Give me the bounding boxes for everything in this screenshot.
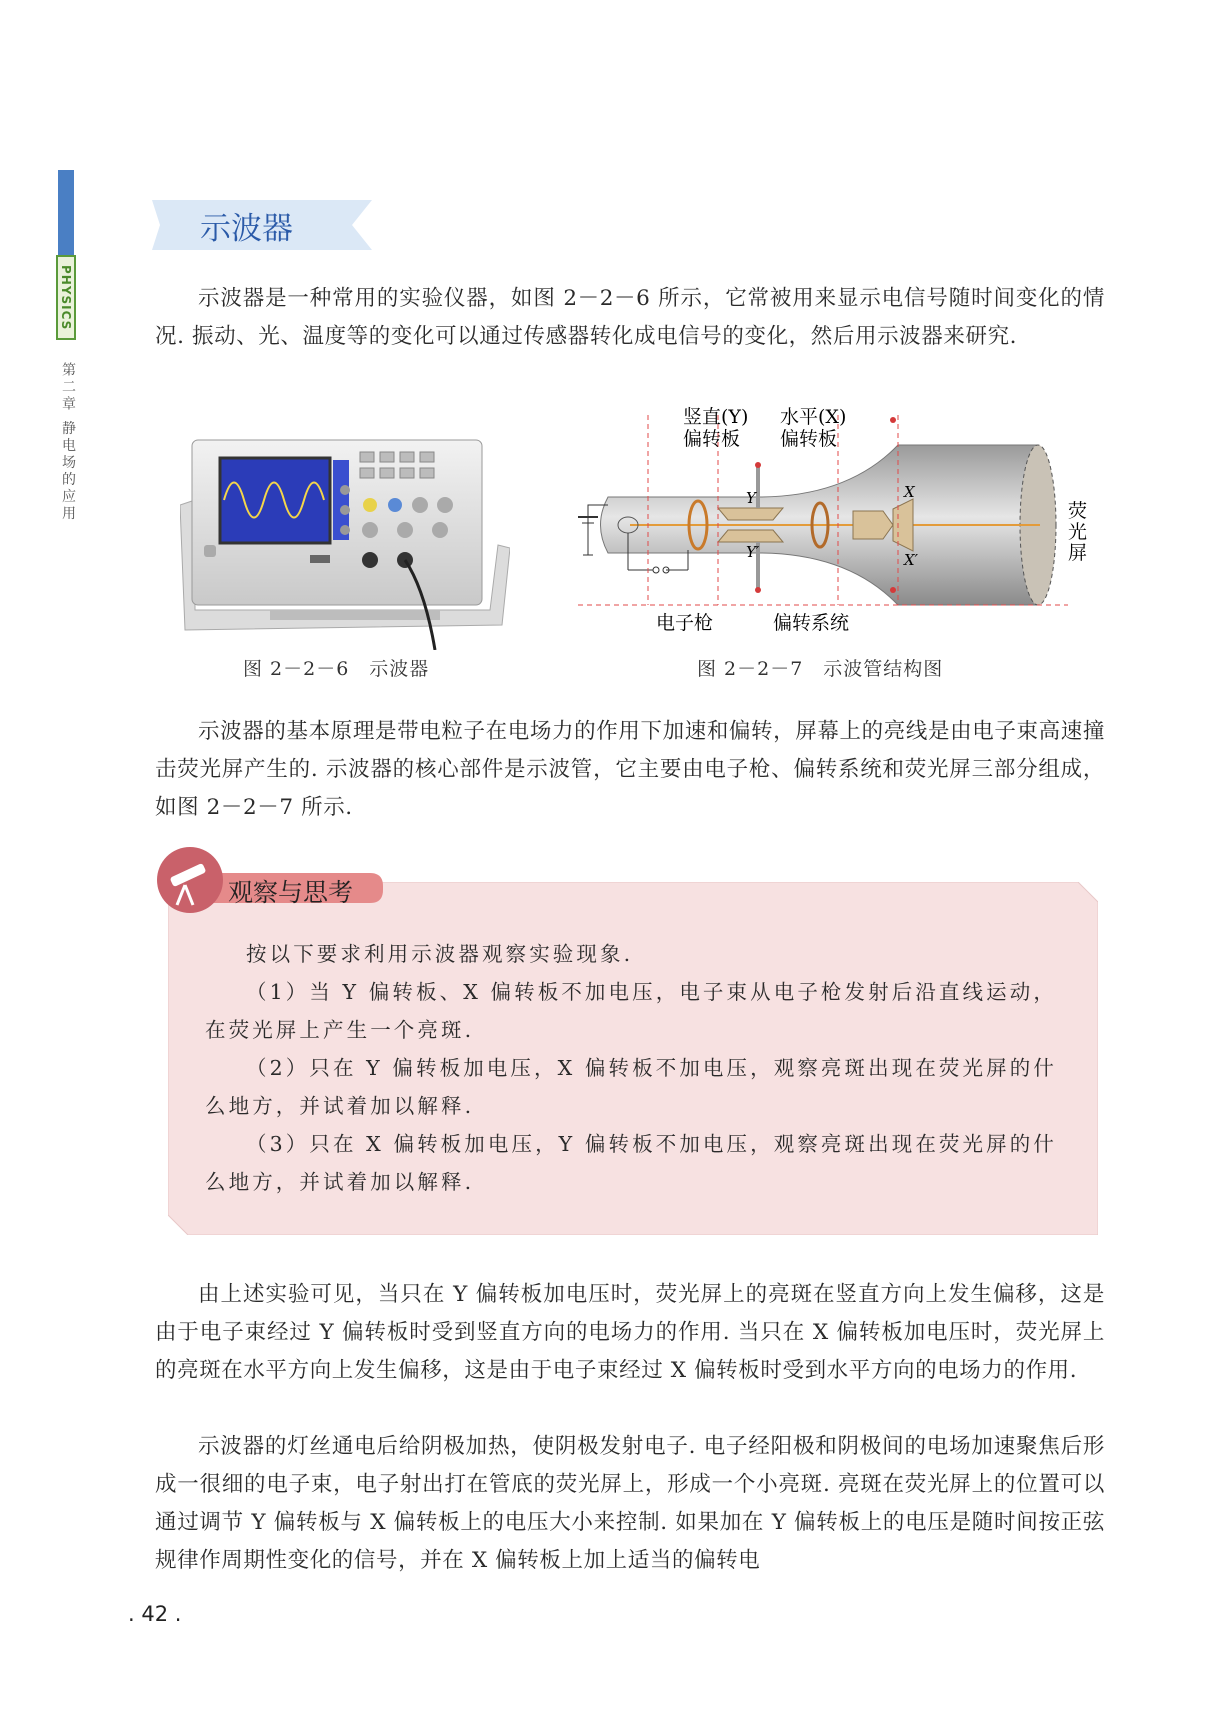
label-screen-char1: 荧 <box>1068 500 1088 522</box>
crt-structure-diagram <box>548 405 1103 645</box>
observe-item-3: （3）只在 X 偏转板加电压，Y 偏转板不加电压，观察亮斑出现在荧光屏的什么地方，并试着加以解释. <box>205 1132 1057 1194</box>
label-electron-gun: 电子枪 <box>656 612 714 634</box>
label-screen-char3: 屏 <box>1068 542 1088 564</box>
figure-caption-oscilloscope: 图 2－2－6 示波器 <box>243 658 430 680</box>
page-number: . 42 . <box>128 1602 182 1626</box>
observe-item-1: （1）当 Y 偏转板、X 偏转板不加电压，电子束从电子枪发射后沿直线运动，在荧光屏上产生一个亮斑. <box>205 980 1057 1042</box>
label-y: Y <box>746 489 756 507</box>
observe-item-2: （2）只在 Y 偏转板加电压，X 偏转板不加电压，观察亮斑出现在荧光屏的什么地方，并试着加以解释. <box>205 1056 1057 1118</box>
label-x-prime: X′ <box>904 551 919 569</box>
operation-paragraph: 示波器的灯丝通电后给阴极加热，使阴极发射电子. 电子经阳极和阴极间的电场加速聚焦后形成一很细的电子束，电子射出打在管底的荧光屏上，形成一个小亮斑. 亮斑在荧光屏上的位置可以通过调节 Y 偏转板与 X 偏转板上的电压大小来控制. 如果加在 Y 偏转板上的电压是随时间按正弦规律作周期性变化的信号，并在 X 偏转板上加上适当的偏转电 <box>155 1434 1105 1573</box>
observe-box-title: 观察与思考 <box>228 878 354 907</box>
label-screen-char2: 光 <box>1068 521 1088 543</box>
label-y-prime: Y′ <box>746 543 760 561</box>
oscilloscope-image <box>180 430 510 650</box>
label-x: X <box>904 483 915 501</box>
label-vertical-plate-line1: 竖直(Y) <box>683 406 749 428</box>
observe-intro: 按以下要求利用示波器观察实验现象. <box>246 942 634 966</box>
intro-paragraph: 示波器是一种常用的实验仪器，如图 2－2－6 所示，它常被用来显示电信号随时间变化的情况. 振动、光、温度等的变化可以通过传感器转化成电信号的变化，然后用示波器来研究. <box>155 286 1105 349</box>
section-heading: 示波器 <box>200 211 293 247</box>
figure-caption-crt: 图 2－2－7 示波管结构图 <box>697 658 944 680</box>
label-deflection-system: 偏转系统 <box>773 612 850 634</box>
label-vertical-plate-line2: 偏转板 <box>683 428 741 450</box>
subject-tab: PHYSICS <box>56 255 76 340</box>
principle-paragraph: 示波器的基本原理是带电粒子在电场力的作用下加速和偏转，屏幕上的亮线是由电子束高速撞击荧光屏产生的. 示波器的核心部件是示波管，它主要由电子枪、偏转系统和荧光屏三部分组成，如图 2－2－7 所示. <box>155 719 1105 820</box>
conclusion-paragraph: 由上述实验可见，当只在 Y 偏转板加电压时，荧光屏上的亮斑在竖直方向上发生偏移，这是由于电子束经过 Y 偏转板时受到竖直方向的电场力的作用. 当只在 X 偏转板加电压时，荧光屏上的亮斑在水平方向上发生偏移，这是由于电子束经过 X 偏转板时受到水平方向的电场力的作用. <box>155 1282 1105 1383</box>
chapter-label: 第二章 静电场的应用 <box>60 362 76 523</box>
label-horizontal-plate-line1: 水平(X) <box>780 406 847 428</box>
label-horizontal-plate-line2: 偏转板 <box>780 428 838 450</box>
